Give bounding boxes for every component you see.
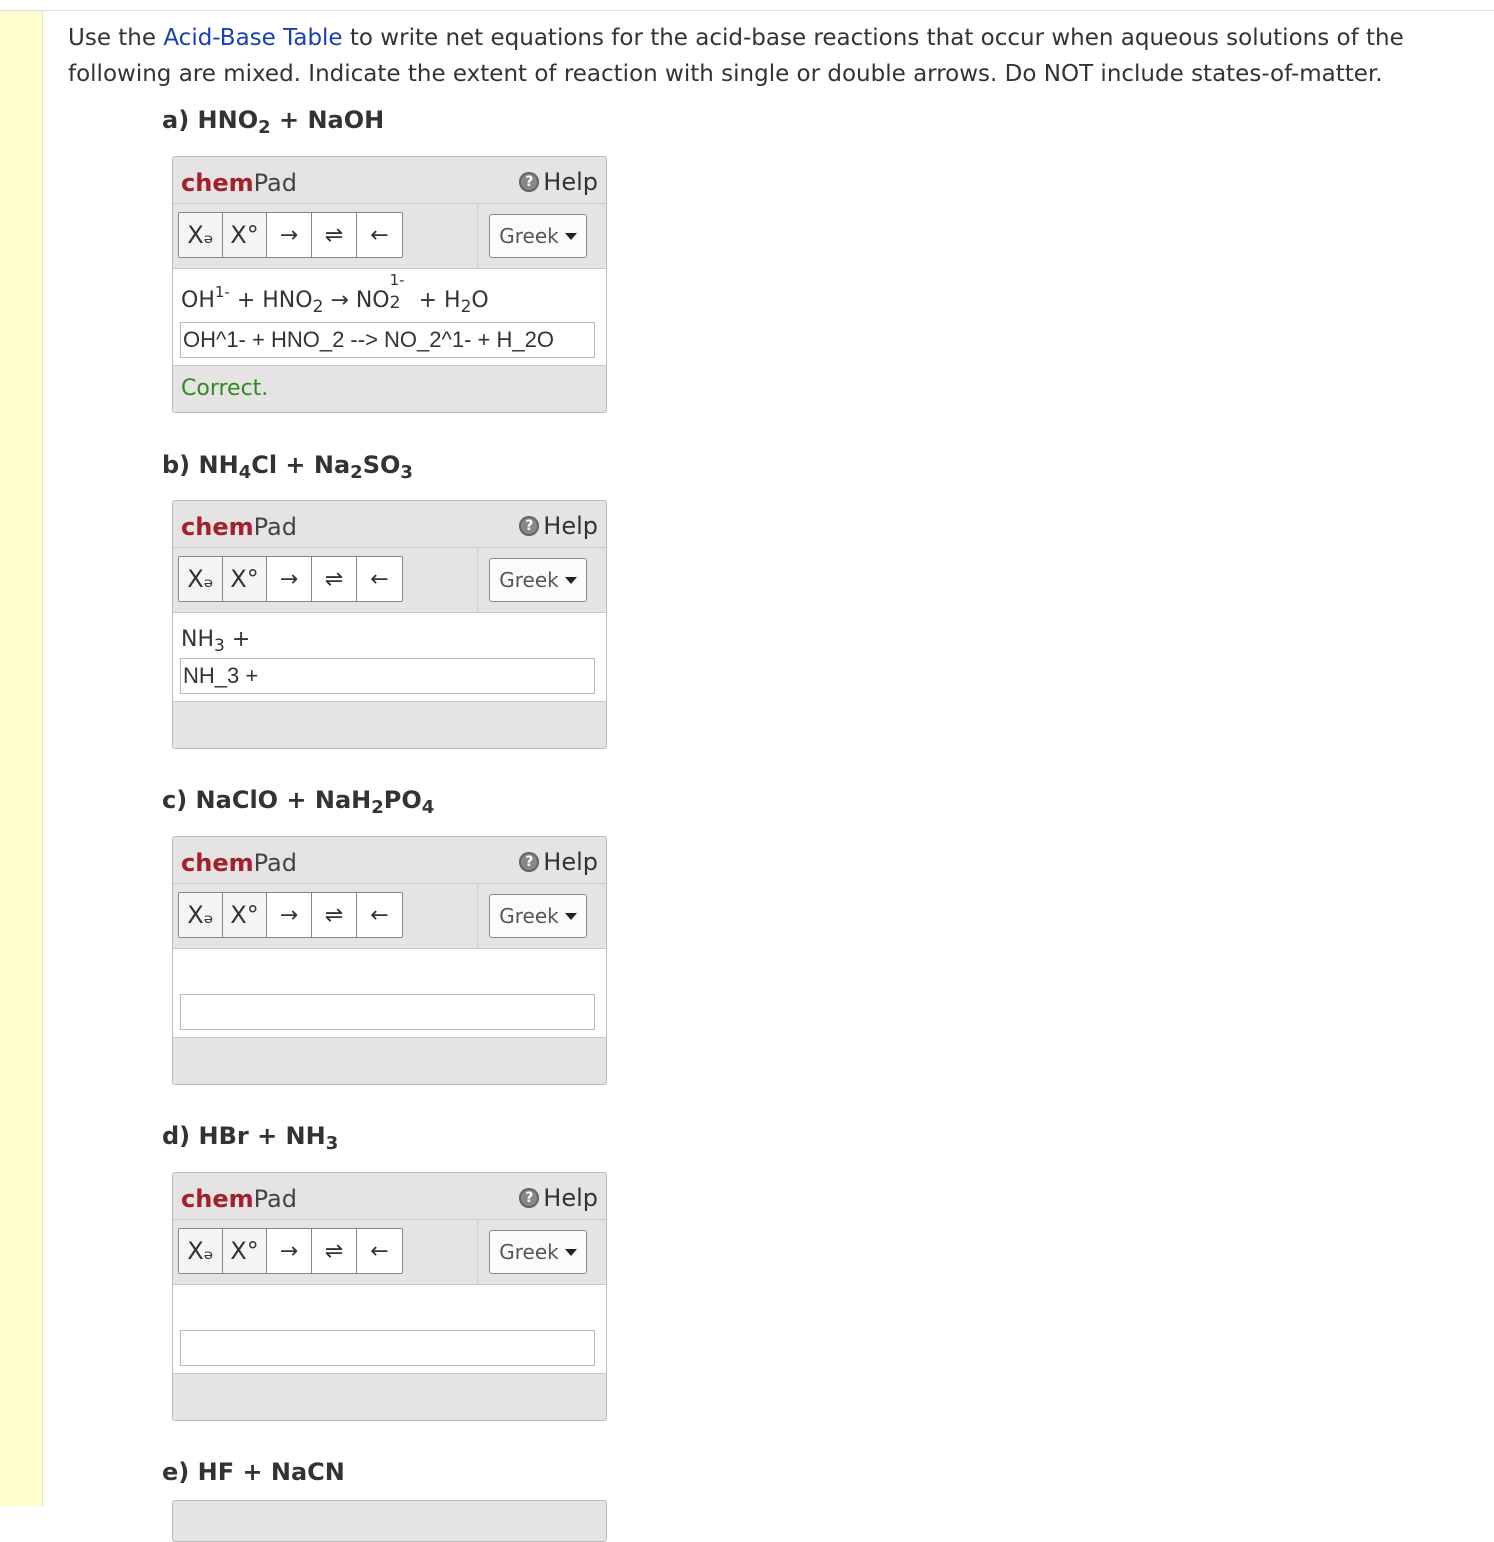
question-a-label: a) $HNO_2$ + NaOH	[162, 106, 385, 138]
chempad-body	[173, 949, 606, 1038]
chempad-title: chemPad	[181, 169, 297, 197]
format-button-group	[178, 892, 403, 938]
format-button-group	[178, 212, 403, 258]
help-button[interactable]: ? Help	[519, 512, 598, 540]
question-c-label: c) NaClO + $NaH_2PO_4$	[162, 786, 435, 818]
chevron-down-icon	[565, 913, 577, 920]
equilibrium-arrow-button[interactable]: ⇌	[312, 1229, 357, 1273]
toolbar-divider	[477, 548, 478, 612]
question-b-label: b) $NH_4Cl + Na_2SO_3$	[162, 451, 413, 483]
superscript-button[interactable]: X°	[223, 893, 267, 937]
subscript-button[interactable]: Xₔ	[179, 557, 223, 601]
help-icon: ?	[519, 1188, 539, 1208]
equation-input[interactable]	[180, 1330, 595, 1366]
format-button-group	[178, 556, 403, 602]
superscript-button[interactable]: X°	[223, 213, 267, 257]
acid-base-table-link[interactable]: Acid-Base Table	[163, 25, 343, 51]
chempad-toolbar	[173, 548, 606, 613]
chempad-body	[173, 613, 606, 702]
toolbar-divider	[477, 1220, 478, 1284]
right-arrow-button[interactable]: →	[267, 893, 312, 937]
chevron-down-icon	[565, 233, 577, 240]
equation-preview: $OH^{1-} + HNO_2$ → NO 1- 2 + $H_2O$	[181, 271, 489, 317]
subscript-button[interactable]: Xₔ	[179, 1229, 223, 1273]
chempad-header	[173, 1173, 606, 1220]
toolbar-divider	[477, 204, 478, 268]
left-arrow-button[interactable]: ←	[357, 893, 402, 937]
question-intro: Use the Acid-Base Table to write net equations for the acid-base reactions that occur when aqueous solutions of the following are mixed. Indicate the extent of reaction with single or double arrows. Do NOT include states-of-matter.	[68, 25, 1404, 87]
chempad-title: chemPad	[181, 849, 297, 877]
question-e-label: e) HF + NaCN	[162, 1458, 345, 1486]
top-rule	[0, 0, 1494, 11]
chempad-a	[172, 156, 607, 413]
left-arrow-button[interactable]: ←	[357, 1229, 402, 1273]
format-button-group	[178, 1228, 403, 1274]
chempad-footer	[173, 366, 606, 412]
chempad-d	[172, 1172, 607, 1421]
help-button[interactable]: ? Help	[519, 848, 598, 876]
chempad-header	[173, 157, 606, 204]
equation-input[interactable]: OH^1- + HNO_2 --> NO_2^1- + H_2O	[180, 322, 595, 358]
chempad-footer	[173, 1038, 606, 1084]
question-d-label: d) HBr + $NH_3$	[162, 1122, 339, 1154]
chevron-down-icon	[565, 577, 577, 584]
chempad-header	[173, 837, 606, 884]
help-button[interactable]: ? Help	[519, 168, 598, 196]
help-icon: ?	[519, 172, 539, 192]
chempad-footer	[173, 702, 606, 748]
greek-dropdown[interactable]: Greek	[489, 558, 587, 602]
left-arrow-button[interactable]: ←	[357, 213, 402, 257]
subscript-button[interactable]: Xₔ	[179, 893, 223, 937]
equilibrium-arrow-button[interactable]: ⇌	[312, 213, 357, 257]
chevron-down-icon	[565, 1249, 577, 1256]
equilibrium-arrow-button[interactable]: ⇌	[312, 893, 357, 937]
chempad-c	[172, 836, 607, 1085]
greek-dropdown[interactable]: Greek	[489, 1230, 587, 1274]
chempad-e	[172, 1500, 607, 1542]
help-icon: ?	[519, 852, 539, 872]
chempad-toolbar	[173, 204, 606, 269]
status-message: Correct.	[181, 376, 269, 401]
right-arrow-button[interactable]: →	[267, 1229, 312, 1273]
greek-dropdown[interactable]: Greek	[489, 214, 587, 258]
side-margin-bar	[0, 11, 43, 1506]
equation-input[interactable]	[180, 994, 595, 1030]
subscript-button[interactable]: Xₔ	[179, 213, 223, 257]
chempad-footer	[173, 1374, 606, 1420]
equilibrium-arrow-button[interactable]: ⇌	[312, 557, 357, 601]
help-button[interactable]: ? Help	[519, 1184, 598, 1212]
greek-dropdown[interactable]: Greek	[489, 894, 587, 938]
chempad-body	[173, 269, 606, 366]
toolbar-divider	[477, 884, 478, 948]
chempad-body	[173, 1285, 606, 1374]
chempad-toolbar	[173, 1220, 606, 1285]
right-arrow-button[interactable]: →	[267, 213, 312, 257]
superscript-button[interactable]: X°	[223, 1229, 267, 1273]
chempad-title: chemPad	[181, 513, 297, 541]
chempad-header	[173, 501, 606, 548]
left-arrow-button[interactable]: ←	[357, 557, 402, 601]
superscript-button[interactable]: X°	[223, 557, 267, 601]
right-arrow-button[interactable]: →	[267, 557, 312, 601]
chempad-title: chemPad	[181, 1185, 297, 1213]
equation-input[interactable]: NH_3 +	[180, 658, 595, 694]
help-icon: ?	[519, 516, 539, 536]
equation-preview: $NH_3$ +	[181, 627, 251, 656]
chempad-toolbar	[173, 884, 606, 949]
chempad-b	[172, 500, 607, 749]
